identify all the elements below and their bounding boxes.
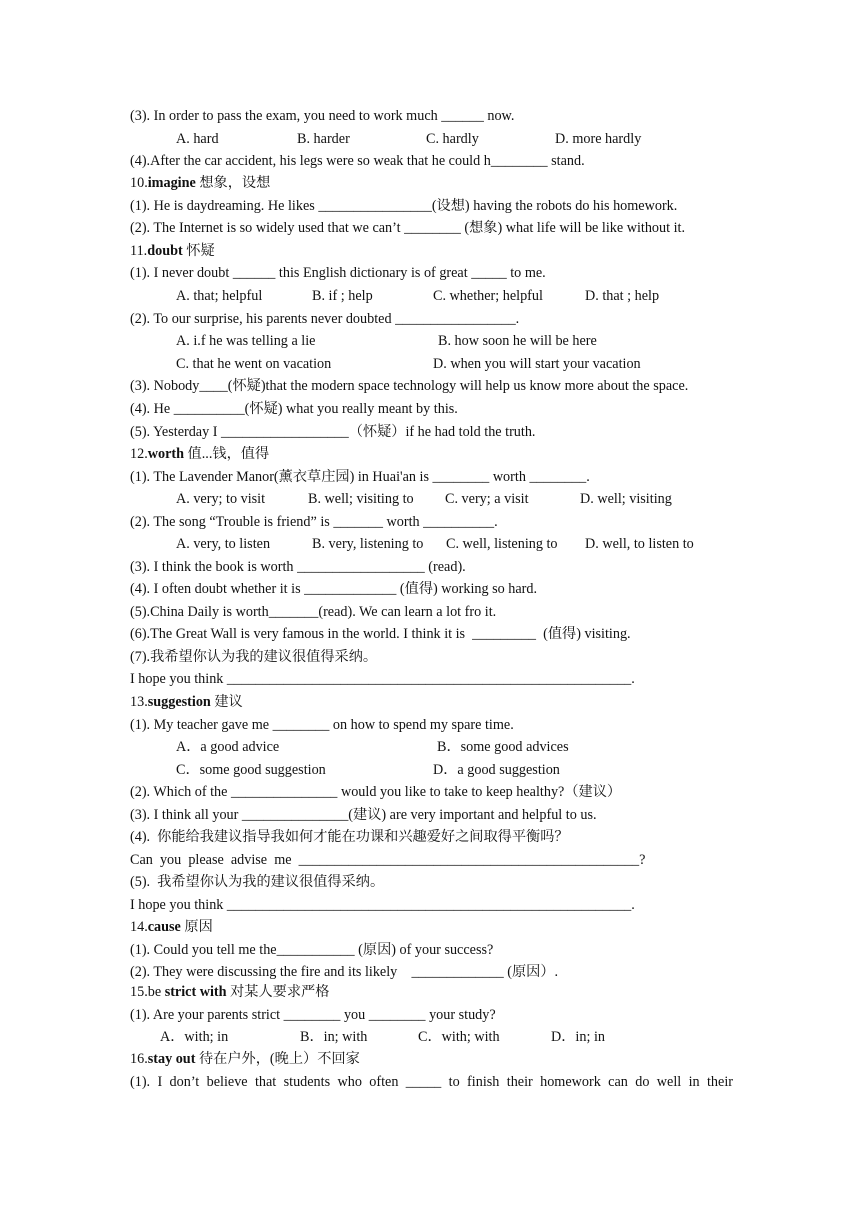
section-heading: 16.stay out 待在户外，(晚上）不回家 bbox=[130, 1051, 360, 1067]
section-heading: 11.doubt 怀疑 bbox=[130, 243, 215, 259]
option-b: B. harder bbox=[297, 131, 350, 147]
option-d: D. well; visiting bbox=[580, 491, 672, 507]
question-line: (2). They were discussing the fire and its likely _____________ (原因）. bbox=[130, 964, 559, 980]
option-b: B. if ; help bbox=[312, 288, 373, 304]
option-d: D. well, to listen to bbox=[585, 536, 694, 552]
section-heading: 13.suggestion 建议 bbox=[130, 694, 243, 710]
question-line: (4).After the car accident, his legs were so weak that he could h________ stand. bbox=[130, 153, 585, 169]
question-line: (3). I think all your _______________(建议) are very important and helpful to us. bbox=[130, 807, 597, 823]
question-line: (7).我希望你认为我的建议很值得采纳。 bbox=[130, 649, 378, 665]
option-d: D．a good suggestion bbox=[433, 762, 560, 778]
question-line: (4). I often doubt whether it is _____________ (值得) working so hard. bbox=[130, 581, 538, 597]
option-d: D. when you will start your vacation bbox=[433, 356, 641, 372]
option-a: A. that; helpful bbox=[176, 288, 263, 304]
question-line: (2). To our surprise, his parents never doubted _________________. bbox=[130, 311, 520, 327]
option-a: A. very, to listen bbox=[176, 536, 271, 552]
question-line: (2). The song “Trouble is friend” is _______ worth __________. bbox=[130, 514, 498, 530]
question-line: (6).The Great Wall is very famous in the world. I think it is _________ (值得) visiting. bbox=[130, 626, 631, 642]
option-d: D．in; in bbox=[551, 1029, 605, 1045]
question-line: (3). Nobody____(怀疑)that the modern space technology will help us know more about the space. bbox=[130, 378, 689, 394]
question-line: (1). Are your parents strict ________ you ________ your study? bbox=[130, 1007, 496, 1023]
question-line: (5).China Daily is worth_______(read). We can learn a lot fro it. bbox=[130, 604, 497, 620]
question-line: (4). 你能给我建议指导我如何才能在功课和兴趣爱好之间取得平衡吗？ bbox=[130, 829, 569, 845]
question-line: (5). 我希望你认为我的建议很值得采纳。 bbox=[130, 874, 385, 890]
option-a: A. very; to visit bbox=[176, 491, 266, 507]
option-c: C. that he went on vacation bbox=[176, 356, 332, 372]
option-a: A．a good advice bbox=[176, 739, 280, 755]
question-line: I hope you think _________________________________________________________. bbox=[130, 671, 635, 687]
question-line: (1). I never doubt ______ this English dictionary is of great _____ to me. bbox=[130, 265, 546, 281]
option-a: A. i.f he was telling a lie bbox=[176, 333, 316, 349]
section-heading: 14.cause 原因 bbox=[130, 919, 213, 935]
section-heading: 12.worth 值...钱，值得 bbox=[130, 446, 270, 462]
option-b: B. how soon he will be here bbox=[438, 333, 597, 349]
question-line: I hope you think _________________________________________________________. bbox=[130, 897, 635, 913]
section-heading: 10.imagine 想象，设想 bbox=[130, 175, 271, 191]
question-line: (5). Yesterday I __________________（怀疑）if he had told the truth. bbox=[130, 424, 536, 440]
question-line: (1). I don’t believe that students who often _____ to finish their homework can do well in their bbox=[130, 1074, 733, 1090]
section-heading: 15.be strict with 对某人要求严格 bbox=[130, 984, 330, 1000]
question-line: (1). My teacher gave me ________ on how to spend my spare time. bbox=[130, 717, 514, 733]
option-c: C．with; with bbox=[418, 1029, 500, 1045]
option-d: D. more hardly bbox=[555, 131, 642, 147]
option-b: B. well; visiting to bbox=[308, 491, 414, 507]
option-a: A．with; in bbox=[160, 1029, 229, 1045]
option-b: B．some good advices bbox=[437, 739, 569, 755]
option-c: C. hardly bbox=[426, 131, 479, 147]
question-line: Can you please advise me ________________________________________________? bbox=[130, 852, 646, 868]
question-line: (2). Which of the _______________ would you like to take to keep healthy?（建议） bbox=[130, 784, 622, 800]
question-line: (2). The Internet is so widely used that we can’t ________ (想象) what life will be like without it. bbox=[130, 220, 686, 236]
option-c: C. very; a visit bbox=[445, 491, 529, 507]
option-c: C. well, listening to bbox=[446, 536, 558, 552]
question-line: (4). He __________(怀疑) what you really meant by this. bbox=[130, 401, 458, 417]
question-line: (3). In order to pass the exam, you need to work much ______ now. bbox=[130, 108, 515, 124]
option-c: C. whether; helpful bbox=[433, 288, 543, 304]
question-line: (1). The Lavender Manor(薰衣草庄园) in Huai'an is ________ worth ________. bbox=[130, 469, 590, 485]
question-line: (1). He is daydreaming. He likes ________________(设想) having the robots do his homework. bbox=[130, 198, 678, 214]
option-a: A. hard bbox=[176, 131, 219, 147]
question-line: (1). Could you tell me the___________ (原因) of your success? bbox=[130, 942, 494, 958]
option-c: C．some good suggestion bbox=[176, 762, 326, 778]
question-line: (3). I think the book is worth __________________ (read). bbox=[130, 559, 466, 575]
option-b: B. very, listening to bbox=[312, 536, 424, 552]
option-b: B．in; with bbox=[300, 1029, 368, 1045]
option-d: D. that ; help bbox=[585, 288, 660, 304]
